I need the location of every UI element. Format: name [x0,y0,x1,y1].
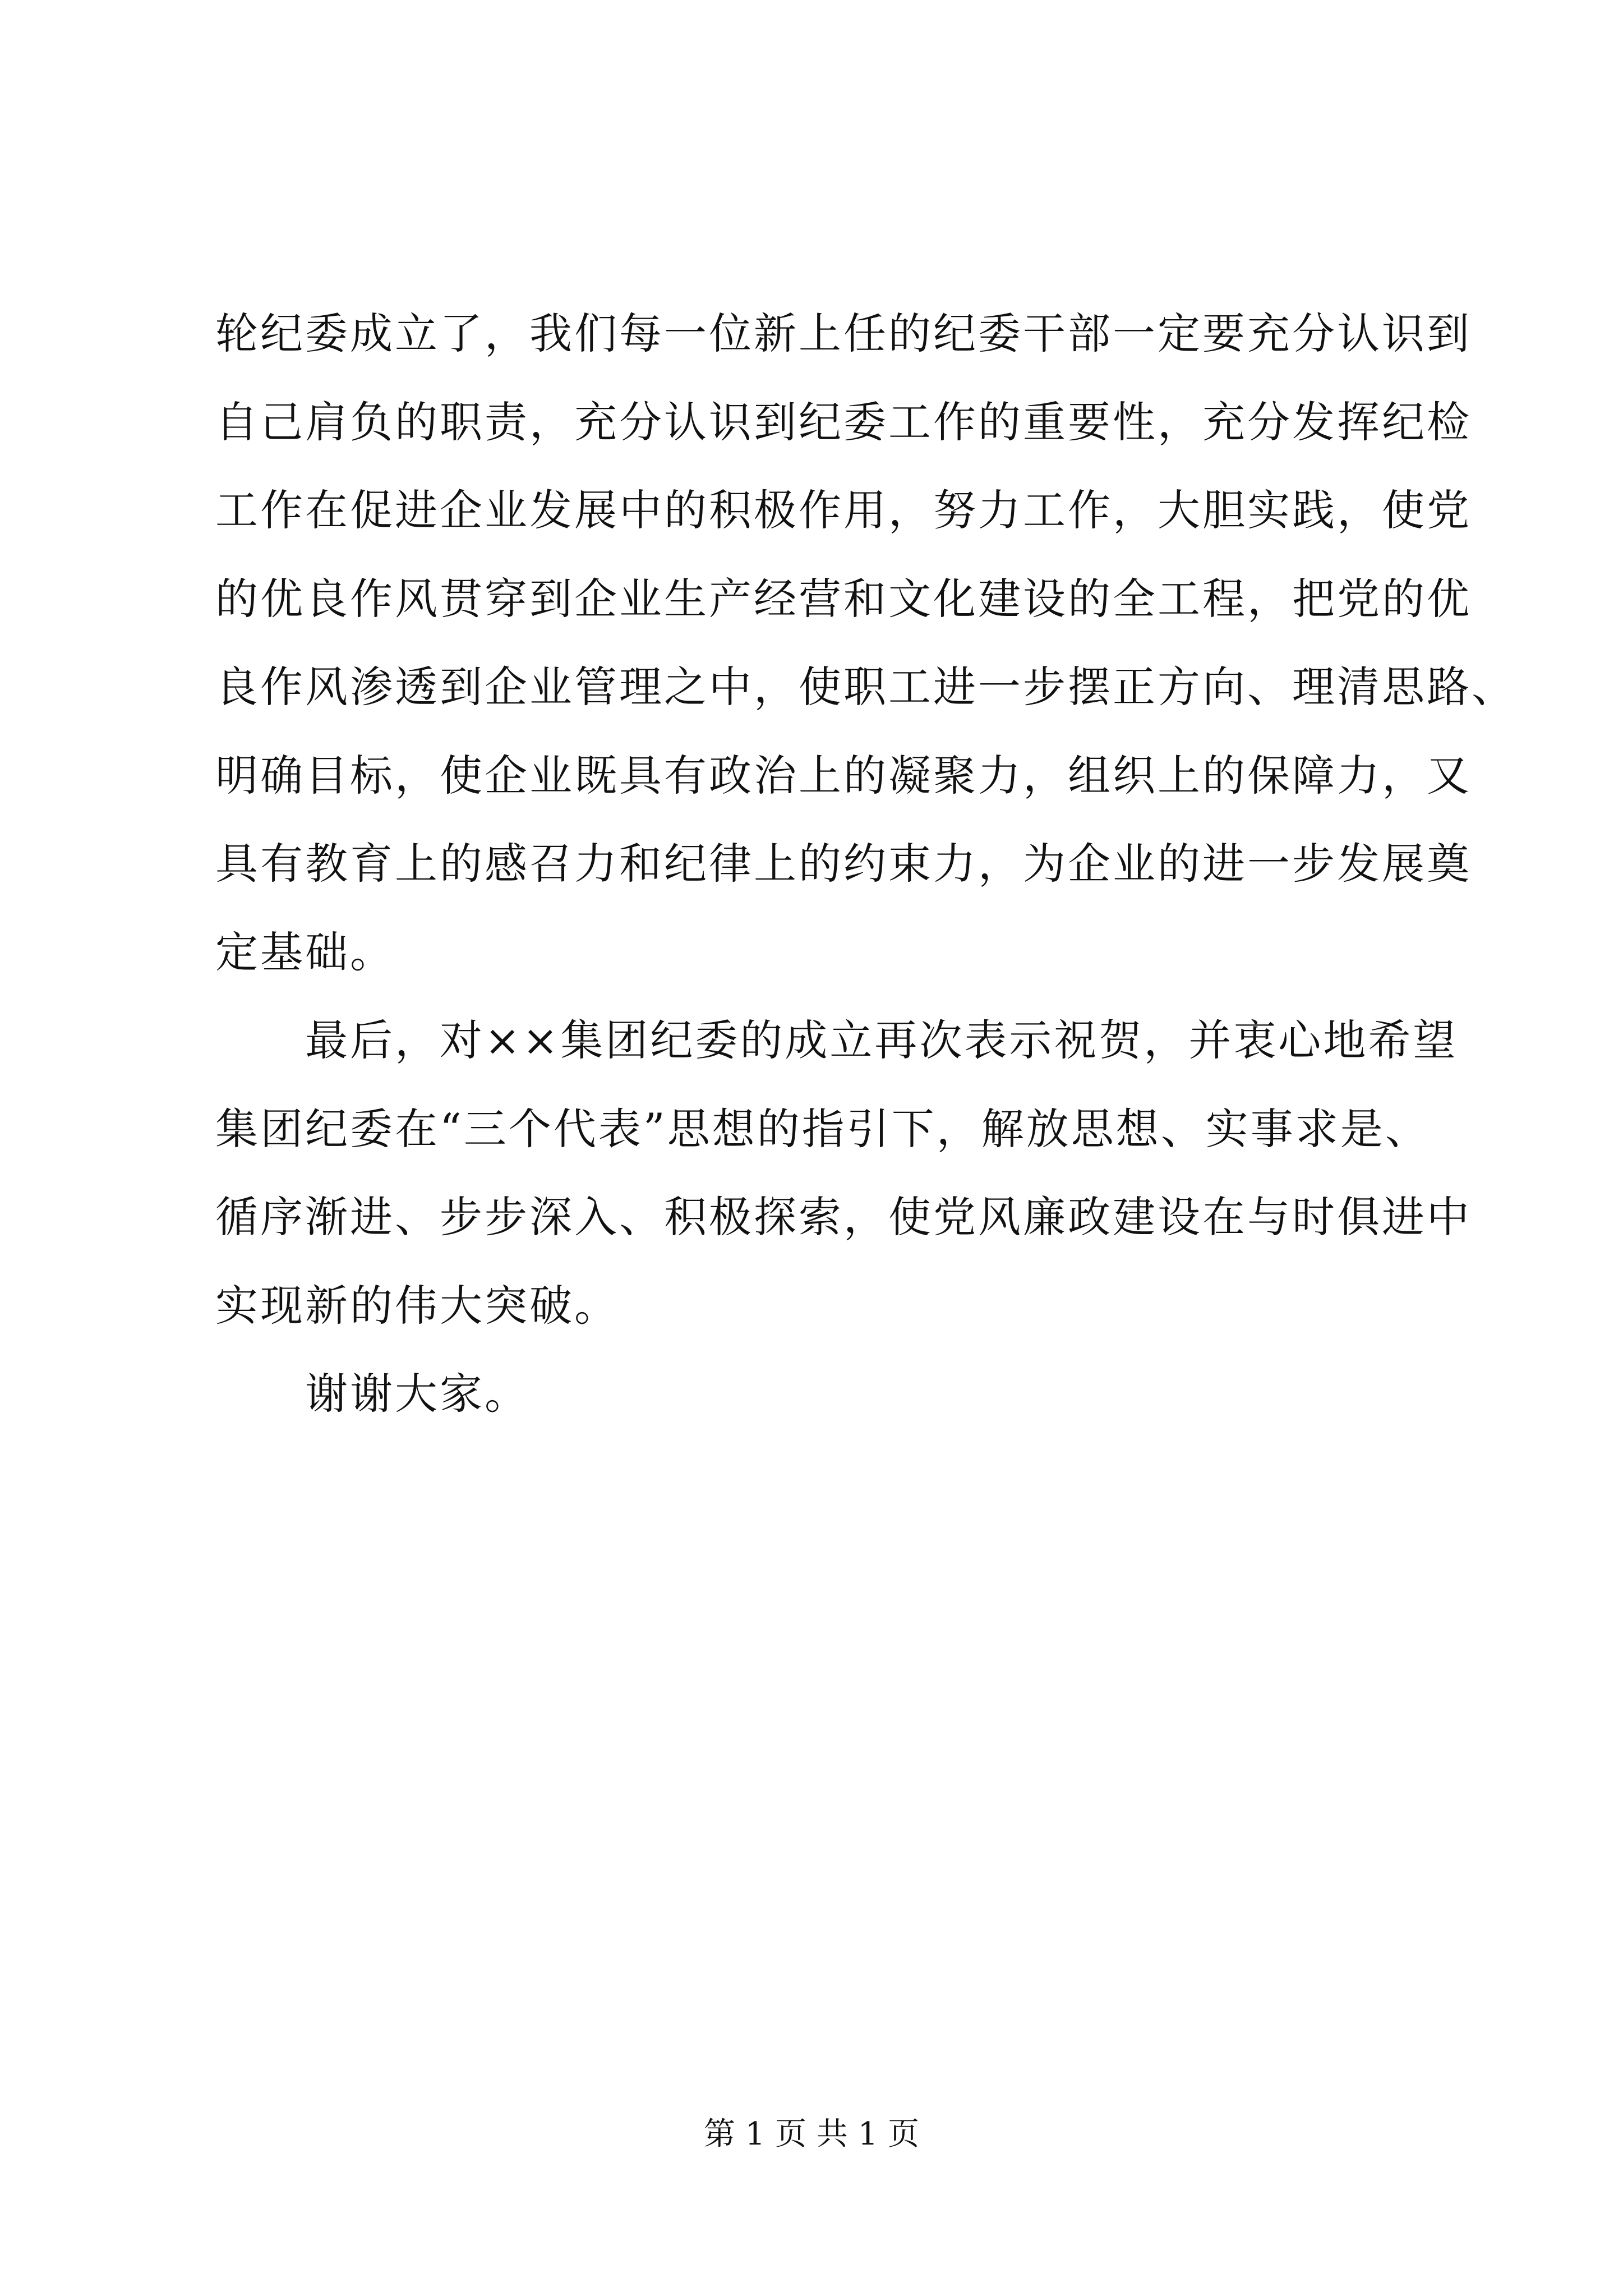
paragraph-line: 集团纪委在“三个代表”思想的指引下，解放思想、实事求是、 [215,1104,1430,1154]
paragraph-line: 工作在促进企业发展中的积极作用，努力工作，大胆实践，使党 [215,485,1472,535]
paragraph-line: 良作风渗透到企业管理之中，使职工进一步摆正方向、理清思路、 [215,662,1516,712]
paragraph-line: 定基础。 [215,927,395,977]
page-footer: 第 1 页 共 1 页 [703,2116,920,2152]
paragraph-line: 的优良作风贯穿到企业生产经营和文化建设的全工程，把党的优 [215,574,1472,624]
paragraph-line: 循序渐进、步步深入、积极探索，使党风廉政建设在与时俱进中 [215,1192,1472,1242]
paragraph-line: 实现新的伟大突破。 [215,1281,619,1331]
paragraph-line: 最后，对××集团纪委的成立再次表示祝贺，并衷心地希望 [305,1015,1458,1065]
paragraph-line: 轮纪委成立了，我们每一位新上任的纪委干部一定要充分认识到 [215,309,1472,358]
paragraph-line: 自己肩负的职责，充分认识到纪委工作的重要性，充分发挥纪检 [215,397,1472,447]
paragraph-line: 具有教育上的感召力和纪律上的约束力，为企业的进一步发展奠 [215,839,1472,889]
paragraph-line: 谢谢大家。 [305,1369,529,1419]
paragraph-line: 明确目标，使企业既具有政治上的凝聚力，组织上的保障力，又 [215,751,1472,800]
